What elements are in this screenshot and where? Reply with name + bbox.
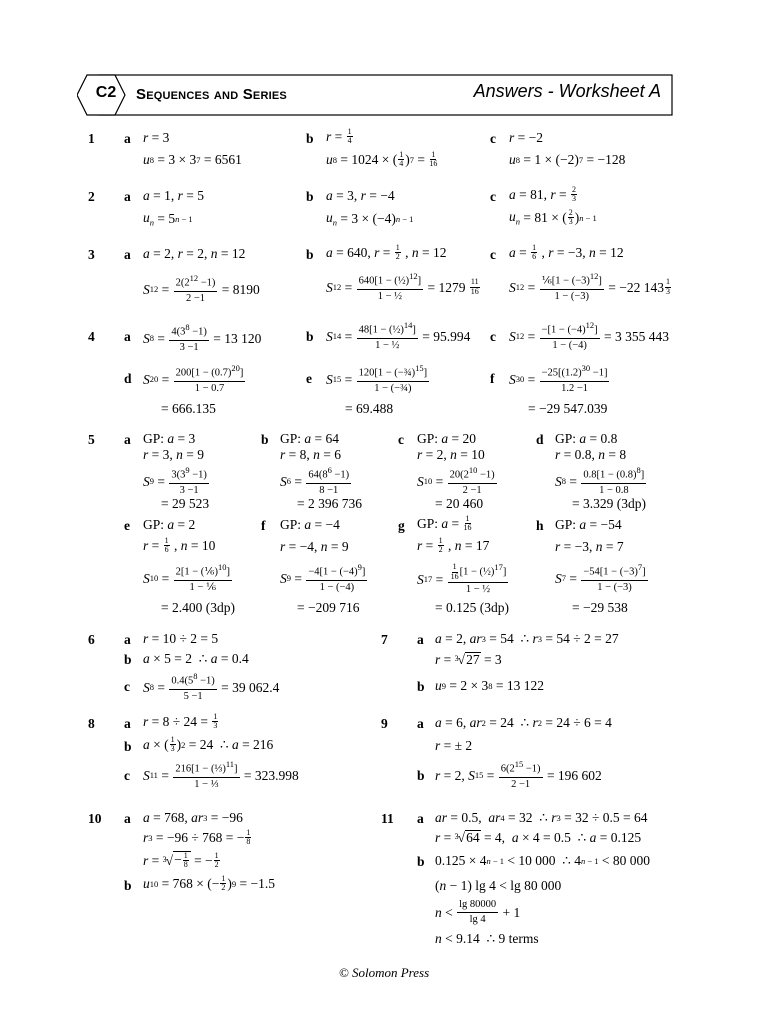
question-number: 8 (88, 716, 95, 731)
part-label: a (124, 811, 131, 826)
part-label: a (124, 189, 131, 204)
answer-line: r = 3 √ 27 = 3 (435, 651, 502, 667)
answer-line: r = 3, n = 9 (143, 447, 205, 462)
answer-line: = −29 547.039 (528, 401, 608, 416)
answer-line: S 17 = $\frac{1}{16}$ [1 − (½)$^{17}$] 1 − ½ (417, 562, 507, 595)
answer-line: r = 1 4 (326, 127, 352, 146)
answer-line: = 2 396 736 (297, 496, 362, 511)
question-number: 6 (88, 632, 95, 647)
part-label: b (124, 652, 132, 667)
part-label: a (124, 432, 131, 447)
part-label: d (124, 371, 132, 386)
part-label: b (124, 739, 132, 754)
answer-line: S 9 = $-4[1 - (-4)^9]$ 1 − (−4) (280, 562, 366, 593)
answer-line: S 12 = $2(2^{12} -1)$ 2 −1 = 8190 (143, 273, 260, 304)
answer-line: a × 5 = 2 ∴ a = 0.4 (143, 651, 249, 666)
answer-line: ar = 0.5, ar 4 = 32 ∴ r 3 = 32 ÷ 0.5 = 64 (435, 810, 648, 825)
answer-line: GP: a = 2 (143, 517, 196, 532)
answer-line: u 8 = 1 × (−2) 7 = −128 (509, 152, 626, 167)
part-label: a (124, 247, 131, 262)
question-number: 10 (88, 811, 102, 826)
part-label: d (536, 432, 544, 447)
worksheet-header (77, 74, 673, 116)
answer-line: GP: a = 20 (417, 431, 477, 446)
answer-line: S 20 = $200[1 - (0.7)^{20}]$ 1 − 0.7 (143, 363, 244, 394)
part-label: c (490, 131, 496, 146)
answer-line: u 8 = 1024 × ( 1 4 ) 7 = 1 16 (326, 150, 438, 169)
answer-line: r = ± 2 (435, 738, 473, 753)
question-number: 5 (88, 432, 95, 447)
part-label: a (124, 131, 131, 146)
answer-line: = 0.125 (3dp) (435, 600, 509, 615)
part-label: a (124, 632, 131, 647)
answer-line: r = 3 (143, 130, 170, 145)
answer-line: r = −3, n = 7 (555, 539, 624, 554)
question-number: 3 (88, 247, 95, 262)
answer-line: r = 3 √ − $\frac{1}{8}$ = − 1 2 (143, 850, 219, 870)
answer-line: a × ( 1 3 ) 2 = 24 ∴ a = 216 (143, 735, 274, 754)
part-label: c (124, 768, 130, 783)
answer-line: a = 640, r = 1 2 , n = 12 (326, 243, 447, 262)
answer-line: r = 3 √ 64 = 4, a × 4 = 0.5 ∴ a = 0.125 (435, 829, 642, 845)
answer-line: = 29 523 (161, 496, 210, 511)
answer-line: a = 3, r = −4 (326, 188, 395, 203)
answer-line: $u_n$ = 3 × (−4) n − 1 (326, 210, 414, 228)
worksheet-title: Answers - Worksheet A (473, 81, 661, 101)
part-label: b (306, 247, 314, 262)
answer-line: S 10 = $20(2^{10} -1)$ 2 −1 (417, 465, 495, 496)
part-label: e (124, 518, 130, 533)
answer-line: GP: a = 3 (143, 431, 196, 446)
part-label: c (124, 679, 130, 694)
question-number: 11 (381, 811, 394, 826)
part-label: f (261, 518, 266, 533)
answer-line: r = 0.8, n = 8 (555, 447, 627, 462)
answer-line: S 7 = $-54[1 - (-3)^7]$ 1 − (−3) (555, 562, 646, 593)
answer-line: S 10 = 2[1 − (⅙)$^{10}$] 1 − ⅙ (143, 562, 230, 593)
part-label: b (306, 131, 314, 146)
part-label: c (490, 247, 496, 262)
part-label: c (398, 432, 404, 447)
part-label: g (398, 518, 405, 533)
question-number: 4 (88, 329, 95, 344)
answer-line: a = 2, r = 2, n = 12 (143, 246, 246, 261)
answer-line: S 12 = ⅙[1 − $(-3)^{12}$] 1 − (−3) = −22 143 1 3 (509, 271, 670, 302)
answer-line: S 11 = 216[1 − (⅓)$^{11}$] 1 − ⅓ = 323.998 (143, 759, 299, 790)
answer-line: n < 9.14 ∴ 9 terms (435, 931, 539, 946)
answer-line: a = 2, ar 3 = 54 ∴ r 3 = 54 ÷ 2 = 27 (435, 631, 619, 646)
answer-line: = −209 716 (297, 600, 360, 615)
answer-line: GP: a = −4 (280, 517, 340, 532)
answer-line: $u_n$ = 81 × ( 2 3 ) n − 1 (509, 208, 597, 227)
answer-line: S 8 = $0.8[1 - (0.8)^8]$ 1 − 0.8 (555, 465, 645, 496)
question-number: 9 (381, 716, 388, 731)
answer-line: r = 1 2 , n = 17 (417, 536, 490, 555)
answer-line: 0.125 × 4 n − 1 < 10 000 ∴ 4 n − 1 < 80 000 (435, 853, 651, 868)
answer-line: u 8 = 3 × 3 7 = 6561 (143, 152, 242, 167)
answer-line: = 2.400 (3dp) (161, 600, 235, 615)
answer-line: = 666.135 (161, 401, 216, 416)
answer-line: n < lg 80000 lg 4 + 1 (435, 899, 521, 926)
answer-line: r = −4, n = 9 (280, 539, 349, 554)
answer-line: S 9 = $3(3^9 -1)$ 3 −1 (143, 465, 207, 496)
answer-line: S 8 = $4(3^8 -1)$ 3 −1 = 13 120 (143, 322, 262, 353)
answer-line: r = −2 (509, 130, 543, 145)
part-label: f (490, 371, 495, 386)
part-label: a (124, 329, 131, 344)
part-label: a (417, 632, 424, 647)
answer-line: GP: a = 1 16 (417, 514, 472, 533)
part-label: b (124, 878, 132, 893)
answer-line: r = 10 ÷ 2 = 5 (143, 631, 219, 646)
part-label: c (490, 329, 496, 344)
part-label: c (490, 189, 496, 204)
topic-title: Sequences and Series (136, 86, 287, 103)
question-number: 2 (88, 189, 95, 204)
answer-line: = 3.329 (3dp) (572, 496, 646, 511)
part-label: h (536, 518, 544, 533)
part-label: b (417, 679, 425, 694)
answer-line: a = 768, ar 3 = −96 (143, 810, 243, 825)
question-number: 1 (88, 131, 95, 146)
part-label: a (417, 811, 424, 826)
part-label: a (124, 716, 131, 731)
answer-line: S 12 = $-[1 - (-4)^{12}]$ 1 − (−4) = 3 355 443 (509, 320, 670, 351)
part-label: b (261, 432, 269, 447)
part-label: b (306, 189, 314, 204)
answer-line: r = 8 ÷ 24 = 1 3 (143, 712, 218, 731)
part-label: b (417, 768, 425, 783)
answer-line: a = 1 6 , r = −3, n = 12 (509, 243, 624, 262)
answer-line: r = 2, S 15 = $6(2^{15} -1)$ 2 −1 = 196 602 (435, 759, 602, 790)
answer-line: r = 8, n = 6 (280, 447, 342, 462)
answer-line: a = 6, ar 2 = 24 ∴ r 2 = 24 ÷ 6 = 4 (435, 715, 612, 730)
answer-line: = −29 538 (572, 600, 628, 615)
publisher-footer: © Solomon Press (338, 965, 430, 980)
answer-line: GP: a = −54 (555, 517, 622, 532)
question-number: 7 (381, 632, 388, 647)
part-label: a (417, 716, 424, 731)
answer-line: S 6 = $64(8^6 -1)$ 8 −1 (280, 465, 350, 496)
answer-line: = 20 460 (435, 496, 484, 511)
part-label: e (306, 371, 312, 386)
answer-line: ( n − 1) lg 4 < lg 80 000 (435, 878, 562, 893)
answer-line: u 9 = 2 × 3 8 = 13 122 (435, 678, 544, 693)
answer-line: r 3 = −96 ÷ 768 = − 1 8 (143, 828, 251, 847)
answer-line: r = 2, n = 10 (417, 447, 485, 462)
part-label: b (417, 854, 425, 869)
answer-line: u 10 = 768 × (− 1 2 ) 9 = −1.5 (143, 874, 275, 893)
answer-line: = 69.488 (345, 401, 394, 416)
chapter-badge: C2 (95, 84, 117, 101)
answer-line: $u_n$ = 5 n − 1 (143, 210, 193, 228)
answer-line: S 15 = 120[1 − (−¾)$^{15}$] 1 − (−¾) (326, 363, 428, 394)
answer-line: S 30 = $-25[(1.2)^{30} -1]$ 1.2 −1 (509, 363, 608, 394)
answer-line: S 14 = 48[1 − (½)$^{14}$] 1 − ½ = 95.994 (326, 320, 471, 351)
answer-line: S 8 = $0.4(5^8 -1)$ 5 −1 = 39 062.4 (143, 671, 280, 702)
answer-line: r = 1 6 , n = 10 (143, 536, 216, 555)
part-label: b (306, 329, 314, 344)
answer-line: S 12 = 640[1 − (½)$^{12}$] 1 − ½ = 1279 11 16 (326, 271, 479, 302)
answer-line: a = 1, r = 5 (143, 188, 205, 203)
answer-line: a = 81, r = 2 3 (509, 185, 577, 204)
answer-line: GP: a = 0.8 (555, 431, 618, 446)
answer-line: GP: a = 64 (280, 431, 340, 446)
